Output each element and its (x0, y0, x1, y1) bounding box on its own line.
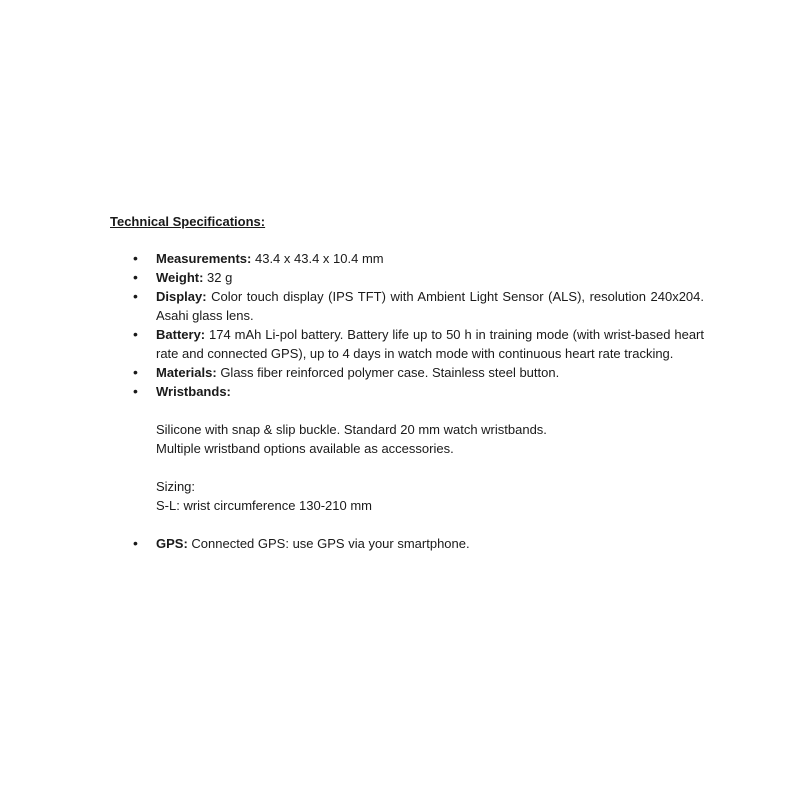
spec-sheet (110, 212, 704, 553)
spec-label: Weight: (156, 270, 204, 285)
spec-item-gps (110, 534, 704, 553)
spec-value: 43.4 x 43.4 x 10.4 mm (251, 251, 384, 266)
spec-value: Connected GPS: use GPS via your smartphone. (187, 536, 470, 551)
spec-item-battery (110, 325, 704, 363)
sizing-value: S-L: wrist circumference 130-210 mm (156, 498, 373, 513)
spec-heading: Technical Specifications: (110, 214, 266, 229)
spec-label: Measurements: (156, 251, 252, 266)
spec-list (110, 249, 704, 553)
spec-value: Glass fiber reinforced polymer case. Stainless steel button. (216, 365, 560, 380)
spec-item-wristbands (110, 382, 704, 515)
spec-label: GPS: (156, 536, 188, 551)
wristband-line: Multiple wristband options available as accessories. (156, 441, 454, 456)
sizing-label: Sizing: (156, 479, 196, 494)
spec-label: Display: (156, 289, 207, 304)
wristband-description (156, 420, 704, 458)
spec-item-materials (110, 363, 704, 382)
wristband-line: Silicone with snap & slip buckle. Standard 20 mm watch wristbands. (156, 422, 547, 437)
spec-label: Battery: (156, 327, 206, 342)
spec-item-display (110, 287, 704, 325)
wristband-sizing (156, 477, 704, 515)
spec-value: 32 g (203, 270, 233, 285)
spec-item-weight (110, 268, 704, 287)
spec-value: Color touch display (IPS TFT) with Ambient Light Sensor (ALS), resolution 240x204. Asahi glass lens. (156, 289, 704, 323)
spec-label: Wristbands: (156, 384, 231, 399)
spec-item-measurements (110, 249, 704, 268)
spec-label: Materials: (156, 365, 217, 380)
spec-value: 174 mAh Li-pol battery. Battery life up to 50 h in training mode (with wrist-based heart rate and connected GPS), up to 4 days in watch mode with continuous heart rate tracking. (156, 327, 704, 361)
